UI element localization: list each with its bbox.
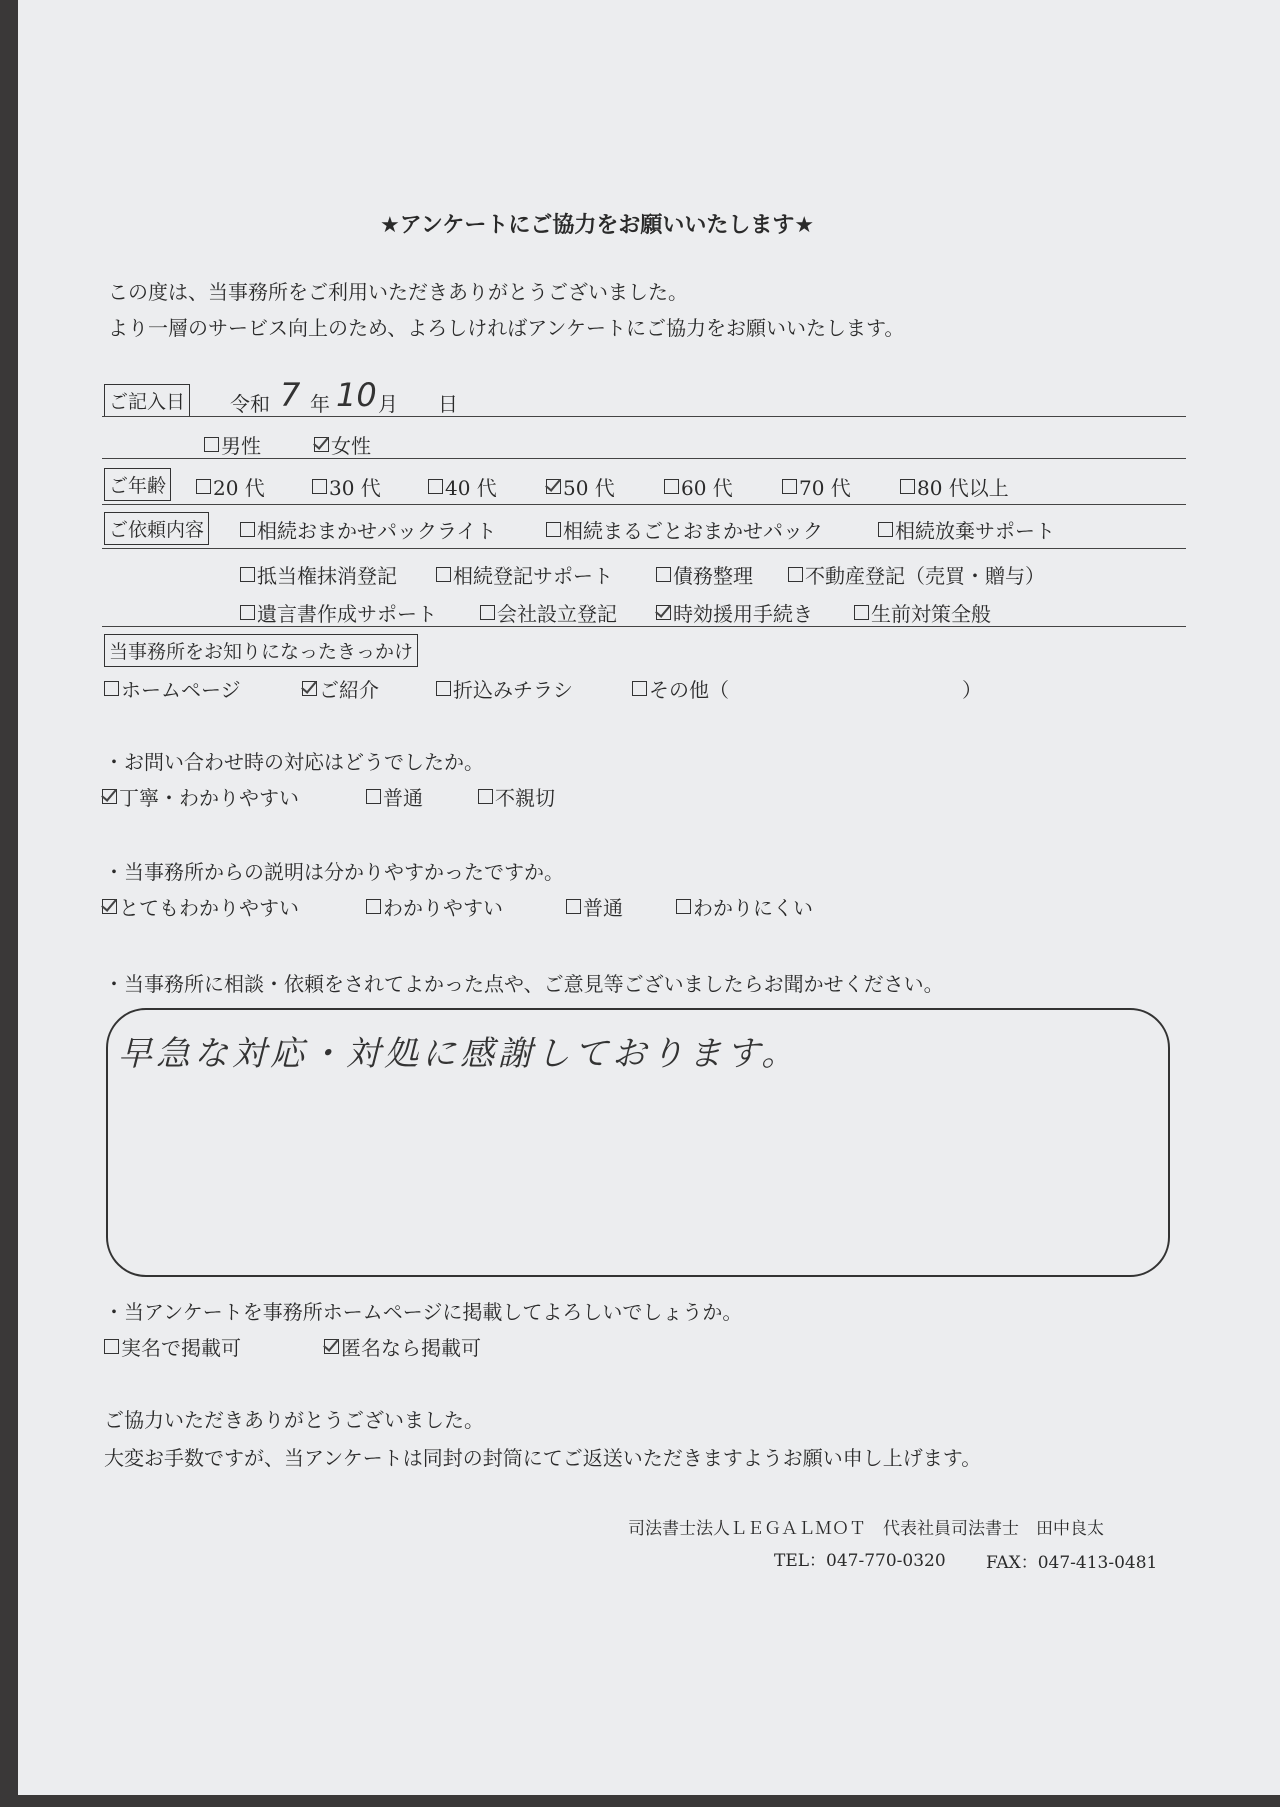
source-option-homepage[interactable] (104, 674, 241, 703)
divider (102, 548, 1186, 549)
intro-line-1: この度は、当事務所をご利用いただきありがとうございました。 (108, 280, 688, 304)
request-option-real-estate[interactable] (788, 560, 1045, 589)
checkbox-icon (900, 479, 915, 494)
checkbox-icon (428, 479, 443, 494)
request-option-mortgage[interactable] (240, 560, 397, 589)
option-label: 不親切 (495, 786, 555, 810)
month-value[interactable]: 10 (336, 376, 377, 414)
checkbox-icon (240, 605, 255, 620)
q2-option-clear[interactable] (366, 892, 503, 921)
checkbox-icon (546, 522, 561, 537)
q2-option-unclear[interactable] (676, 892, 813, 921)
source-option-flyer[interactable] (436, 674, 573, 703)
request-option-full-pack[interactable] (546, 515, 823, 544)
option-label: 普通 (383, 786, 423, 810)
option-label: 生前対策全般 (871, 602, 991, 626)
request-label: ご依頼内容 (104, 512, 209, 545)
gender-option-male[interactable] (204, 430, 261, 459)
option-label: わかりやすい (383, 896, 503, 920)
option-label: 40 代 (445, 476, 497, 500)
checkbox-checked-icon (324, 1339, 339, 1354)
divider (102, 458, 1186, 459)
date-label: ご記入日 (104, 384, 190, 417)
option-label: 相続放棄サポート (895, 519, 1055, 543)
option-label: わかりにくい (693, 896, 813, 920)
year-value[interactable]: 7 (280, 376, 301, 414)
checkbox-icon (104, 681, 119, 696)
era-label: 令和 (230, 392, 270, 416)
request-option-prescription[interactable] (656, 598, 813, 627)
option-label: 債務整理 (673, 564, 753, 588)
option-label: ご紹介 (319, 678, 379, 702)
other-close-paren: ） (962, 678, 982, 702)
option-label: 折込みチラシ (453, 678, 573, 702)
checkbox-icon (878, 522, 893, 537)
option-label: 不動産登記（売買・贈与） (805, 564, 1045, 588)
checkbox-icon (240, 567, 255, 582)
option-label: 丁寧・わかりやすい (119, 786, 299, 810)
checkbox-icon (676, 899, 691, 914)
closing-line-2: 大変お手数ですが、当アンケートは同封の封筒にてご返送いただきますようお願い申し上げます。 (104, 1446, 982, 1470)
checkbox-icon (632, 681, 647, 696)
option-label: 男性 (221, 434, 261, 458)
request-option-company[interactable] (480, 598, 617, 627)
option-label: 匿名なら掲載可 (341, 1336, 481, 1360)
option-label: ホームページ (121, 678, 241, 702)
intro-line-2: より一層のサービス向上のため、よろしければアンケートにご協力をお願いいたします。 (108, 316, 905, 340)
checkbox-icon (782, 479, 797, 494)
checkbox-checked-icon (656, 605, 671, 620)
age-option-20[interactable] (196, 472, 265, 501)
q1-option-normal[interactable] (366, 782, 423, 811)
request-option-renunciation[interactable] (878, 515, 1055, 544)
q2-option-normal[interactable] (566, 892, 623, 921)
source-label: 当事務所をお知りになったきっかけ (104, 634, 418, 667)
age-option-70[interactable] (782, 472, 851, 501)
checkbox-icon (196, 479, 211, 494)
checkbox-checked-icon (546, 479, 561, 494)
checkbox-icon (478, 789, 493, 804)
request-option-will[interactable] (240, 598, 437, 627)
q4-question: ・当アンケートを事務所ホームページに掲載してよろしいでしょうか。 (104, 1300, 743, 1324)
option-label: その他（ (649, 678, 729, 702)
request-option-estate-planning[interactable] (854, 598, 991, 627)
closing-line-1: ご協力いただきありがとうございました。 (104, 1408, 484, 1432)
option-label: 20 代 (213, 476, 265, 500)
age-label: ご年齢 (104, 468, 171, 501)
month-unit: 月 (378, 392, 398, 416)
option-label: 時効援用手続き (673, 602, 813, 626)
checkbox-icon (366, 899, 381, 914)
office-fax: FAX：047-413-0481 (986, 1553, 1158, 1573)
request-option-debt[interactable] (656, 560, 753, 589)
q1-option-polite[interactable] (102, 782, 299, 811)
option-label: 女性 (331, 434, 371, 458)
checkbox-icon (854, 605, 869, 620)
option-label: 30 代 (329, 476, 381, 500)
q1-question: ・お問い合わせ時の対応はどうでしたか。 (104, 750, 484, 774)
request-option-inheritance-registration[interactable] (436, 560, 613, 589)
option-label: 相続おまかせパックライト (257, 519, 497, 543)
source-option-referral[interactable] (302, 674, 379, 703)
checkbox-checked-icon (102, 899, 117, 914)
checkbox-icon (656, 567, 671, 582)
option-label: 80 代以上 (917, 476, 1009, 500)
q2-question: ・当事務所からの説明は分かりやすかったですか。 (104, 860, 564, 884)
comment-answer: 早急な対応・対処に感謝しております。 (118, 1034, 800, 1074)
checkbox-icon (366, 789, 381, 804)
divider (102, 416, 1186, 417)
checkbox-icon (566, 899, 581, 914)
option-label: 遺言書作成サポート (257, 602, 437, 626)
option-label: 相続登記サポート (453, 564, 613, 588)
option-label: 50 代 (563, 476, 615, 500)
divider (102, 504, 1186, 505)
age-option-40[interactable] (428, 472, 497, 501)
age-option-60[interactable] (664, 472, 733, 501)
office-tel: TEL：047-770-0320 (774, 1551, 946, 1571)
office-name: 司法書士法人ＬＥＧＡＬＭＯＴ 代表社員司法書士 田中良太 (628, 1519, 1104, 1539)
checkbox-icon (664, 479, 679, 494)
survey-title: ★アンケートにご協力をお願いいたします★ (380, 213, 815, 238)
checkbox-icon (788, 567, 803, 582)
q1-option-unkind[interactable] (478, 782, 555, 811)
option-label: とてもわかりやすい (119, 896, 299, 920)
source-option-other[interactable] (632, 674, 729, 703)
year-unit: 年 (310, 392, 330, 416)
age-option-50[interactable] (546, 472, 615, 501)
checkbox-icon (436, 681, 451, 696)
option-label: 相続まるごとおまかせパック (563, 519, 823, 543)
checkbox-checked-icon (302, 681, 317, 696)
survey-sheet (18, 0, 1280, 1795)
q3-question: ・当事務所に相談・依頼をされてよかった点や、ご意見等ございましたらお聞かせください。 (104, 972, 944, 996)
checkbox-checked-icon (102, 789, 117, 804)
checkbox-icon (312, 479, 327, 494)
age-option-80plus[interactable] (900, 472, 1009, 501)
checkbox-icon (240, 522, 255, 537)
checkbox-icon (436, 567, 451, 582)
gender-option-female[interactable] (314, 430, 371, 459)
day-unit: 日 (438, 392, 458, 416)
q2-option-very-clear[interactable] (102, 892, 299, 921)
option-label: 会社設立登記 (497, 602, 617, 626)
option-label: 実名で掲載可 (121, 1336, 241, 1360)
request-option-light-pack[interactable] (240, 515, 496, 544)
checkbox-icon (104, 1339, 119, 1354)
checkbox-checked-icon (314, 437, 329, 452)
q4-option-real-name[interactable] (104, 1332, 241, 1361)
checkbox-icon (480, 605, 495, 620)
option-label: 抵当権抹消登記 (257, 564, 397, 588)
age-option-30[interactable] (312, 472, 381, 501)
q4-option-anonymous[interactable] (324, 1332, 481, 1361)
checkbox-icon (204, 437, 219, 452)
option-label: 70 代 (799, 476, 851, 500)
option-label: 普通 (583, 896, 623, 920)
divider (102, 626, 1186, 627)
option-label: 60 代 (681, 476, 733, 500)
